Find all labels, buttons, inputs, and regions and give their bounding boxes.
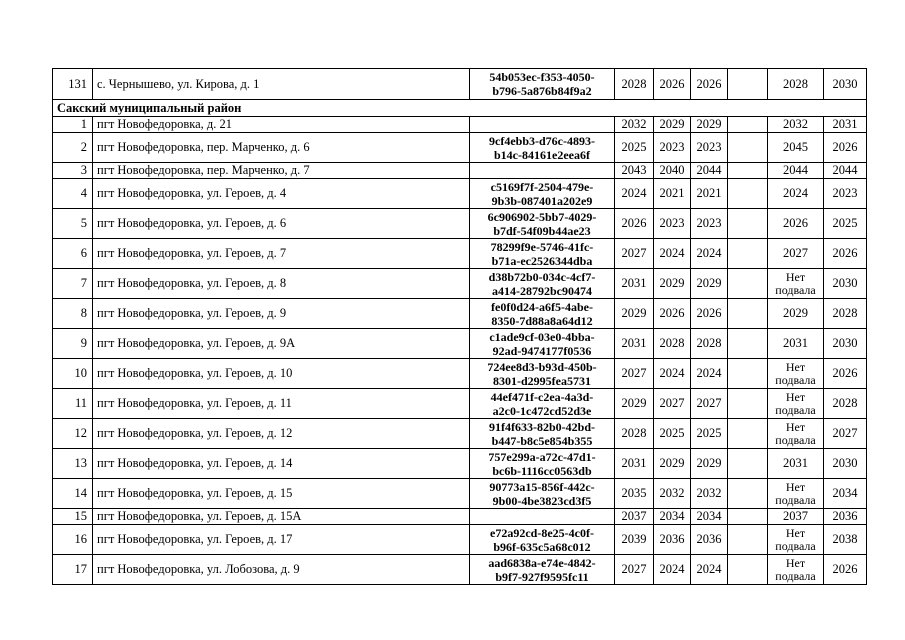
row-number: 2 bbox=[53, 133, 93, 163]
guid-line: 6c906902-5bb7-4029- bbox=[487, 209, 597, 224]
guid-cell bbox=[470, 555, 615, 585]
guid-cell bbox=[470, 179, 615, 209]
year-cell: 2027 bbox=[654, 389, 691, 419]
row-number: 5 bbox=[53, 209, 93, 239]
guid-line: 8301-d2995fea5731 bbox=[493, 373, 591, 388]
guid-cell bbox=[470, 239, 615, 269]
year-cell: 2029 bbox=[615, 299, 654, 329]
guid-cell bbox=[470, 269, 615, 299]
year-cell bbox=[768, 419, 824, 449]
year-cell: 2037 bbox=[615, 509, 654, 525]
address-cell: пгт Новофедоровка, ул. Героев, д. 15А bbox=[93, 509, 470, 525]
year-cell: 2024 bbox=[691, 239, 728, 269]
table-row bbox=[53, 69, 867, 100]
year-cell: 2044 bbox=[824, 163, 867, 179]
address-cell: пгт Новофедоровка, ул. Героев, д. 17 bbox=[93, 525, 470, 555]
year-cell: 2029 bbox=[615, 389, 654, 419]
year-cell: 2026 bbox=[691, 299, 728, 329]
year-cell bbox=[768, 299, 824, 329]
year-cell: 2028 bbox=[615, 419, 654, 449]
row-number: 17 bbox=[53, 555, 93, 585]
year-cell bbox=[728, 69, 768, 100]
guid-cell bbox=[470, 117, 615, 133]
year-cell bbox=[728, 133, 768, 163]
year-cell bbox=[728, 163, 768, 179]
address-cell: пгт Новофедоровка, ул. Героев, д. 7 bbox=[93, 239, 470, 269]
guid-cell bbox=[470, 299, 615, 329]
table-row bbox=[53, 329, 867, 359]
table-row bbox=[53, 133, 867, 163]
year-cell: 2026 bbox=[691, 69, 728, 100]
address-cell: пгт Новофедоровка, пер. Марченко, д. 6 bbox=[93, 133, 470, 163]
year-cell bbox=[728, 179, 768, 209]
row-number: 16 bbox=[53, 525, 93, 555]
year-cell: 2026 bbox=[824, 555, 867, 585]
year-cell bbox=[728, 329, 768, 359]
section-row bbox=[53, 100, 867, 117]
guid-cell bbox=[470, 389, 615, 419]
table-row bbox=[53, 419, 867, 449]
year-cell bbox=[768, 163, 824, 179]
section-title: Сакский муниципальный район bbox=[53, 100, 867, 117]
year-cell bbox=[768, 209, 824, 239]
table-row bbox=[53, 359, 867, 389]
guid-line: fe0f0d24-a6f5-4abe- bbox=[491, 299, 593, 314]
guid-line: 9b00-4be3823cd3f5 bbox=[492, 493, 592, 508]
row-number: 3 bbox=[53, 163, 93, 179]
year-cell bbox=[768, 509, 824, 525]
year-cell: 2030 bbox=[824, 269, 867, 299]
year-cell: 2027 bbox=[615, 359, 654, 389]
year-cell: 2026 bbox=[654, 69, 691, 100]
year-cell: 2032 bbox=[654, 479, 691, 509]
guid-cell bbox=[470, 419, 615, 449]
year-cell bbox=[728, 509, 768, 525]
year-cell bbox=[768, 479, 824, 509]
row-number: 9 bbox=[53, 329, 93, 359]
guid-line: c5169f7f-2504-479e- bbox=[490, 179, 594, 194]
year-cell: 2040 bbox=[654, 163, 691, 179]
row-number: 8 bbox=[53, 299, 93, 329]
year-cell: 2023 bbox=[691, 133, 728, 163]
guid-line: c1ade9cf-03e0-4bba- bbox=[489, 329, 595, 344]
year-cell: 2028 bbox=[691, 329, 728, 359]
year-cell: 2034 bbox=[691, 509, 728, 525]
year-cell: 2043 bbox=[615, 163, 654, 179]
year-cell bbox=[728, 239, 768, 269]
year-cell: 2044 bbox=[691, 163, 728, 179]
year-cell: 2030 bbox=[824, 69, 867, 100]
year-cell: 2024 bbox=[691, 555, 728, 585]
table-row bbox=[53, 509, 867, 525]
housing-repair-schedule-table bbox=[52, 68, 867, 585]
address-cell: пгт Новофедоровка, ул. Лобозова, д. 9 bbox=[93, 555, 470, 585]
year-cell-line: 2044 bbox=[783, 163, 808, 177]
guid-line: 757e299a-a72c-47d1- bbox=[488, 449, 596, 464]
year-cell bbox=[728, 525, 768, 555]
row-number: 11 bbox=[53, 389, 93, 419]
year-cell: 2028 bbox=[654, 329, 691, 359]
year-cell bbox=[728, 359, 768, 389]
guid-cell bbox=[470, 163, 615, 179]
row-number: 10 bbox=[53, 359, 93, 389]
year-cell: 2026 bbox=[615, 209, 654, 239]
year-cell bbox=[768, 269, 824, 299]
guid-line: b796-5a876b84f9a2 bbox=[492, 84, 592, 98]
guid-line: 44ef471f-c2ea-4a3d- bbox=[490, 389, 594, 404]
address-cell: пгт Новофедоровка, пер. Марченко, д. 7 bbox=[93, 163, 470, 179]
year-cell: 2031 bbox=[615, 449, 654, 479]
year-cell-line: 2029 bbox=[783, 306, 808, 320]
year-cell: 2023 bbox=[691, 209, 728, 239]
address-cell: пгт Новофедоровка, ул. Героев, д. 15 bbox=[93, 479, 470, 509]
year-cell bbox=[768, 555, 824, 585]
table-row bbox=[53, 209, 867, 239]
year-cell: 2025 bbox=[824, 209, 867, 239]
guid-cell bbox=[470, 69, 615, 100]
table-row bbox=[53, 479, 867, 509]
row-number: 12 bbox=[53, 419, 93, 449]
year-cell: 2038 bbox=[824, 525, 867, 555]
year-cell: 2025 bbox=[654, 419, 691, 449]
year-cell: 2029 bbox=[654, 117, 691, 133]
year-cell: 2028 bbox=[824, 299, 867, 329]
year-cell bbox=[728, 555, 768, 585]
guid-cell bbox=[470, 329, 615, 359]
address-cell: пгт Новофедоровка, ул. Героев, д. 8 bbox=[93, 269, 470, 299]
guid-cell bbox=[470, 509, 615, 525]
year-cell: 2025 bbox=[691, 419, 728, 449]
guid-line: b71a-ec2526344dba bbox=[491, 253, 593, 268]
year-cell: 2027 bbox=[615, 555, 654, 585]
row-number: 6 bbox=[53, 239, 93, 269]
year-cell: 2025 bbox=[615, 133, 654, 163]
year-cell-line: Нет bbox=[785, 419, 806, 434]
year-cell bbox=[768, 389, 824, 419]
year-cell-line: Нет bbox=[785, 525, 806, 540]
guid-cell bbox=[470, 133, 615, 163]
table-row bbox=[53, 389, 867, 419]
year-cell bbox=[768, 179, 824, 209]
table-row bbox=[53, 239, 867, 269]
year-cell bbox=[728, 419, 768, 449]
address-cell: пгт Новофедоровка, ул. Героев, д. 6 bbox=[93, 209, 470, 239]
address-cell: пгт Новофедоровка, ул. Героев, д. 9 bbox=[93, 299, 470, 329]
year-cell: 2034 bbox=[654, 509, 691, 525]
guid-line: 9b3b-087401a202e9 bbox=[491, 193, 593, 208]
year-cell: 2023 bbox=[654, 133, 691, 163]
year-cell-line: подвала bbox=[775, 538, 816, 553]
table-row bbox=[53, 299, 867, 329]
year-cell bbox=[728, 479, 768, 509]
address-cell: пгт Новофедоровка, ул. Героев, д. 9А bbox=[93, 329, 470, 359]
guid-line: b96f-635c5a68c012 bbox=[493, 539, 591, 554]
year-cell bbox=[768, 329, 824, 359]
year-cell: 2027 bbox=[824, 419, 867, 449]
guid-cell bbox=[470, 479, 615, 509]
year-cell bbox=[728, 449, 768, 479]
year-cell: 2036 bbox=[824, 509, 867, 525]
table-row bbox=[53, 269, 867, 299]
year-cell: 2035 bbox=[615, 479, 654, 509]
year-cell bbox=[768, 117, 824, 133]
guid-line: b7df-54f09b44ae23 bbox=[493, 223, 591, 238]
guid-line: aad6838a-e74e-4842- bbox=[488, 555, 596, 570]
year-cell-line: подвала bbox=[775, 402, 816, 417]
year-cell: 2032 bbox=[615, 117, 654, 133]
guid-cell bbox=[470, 525, 615, 555]
guid-line: a414-28792bc90474 bbox=[492, 283, 592, 298]
year-cell: 2029 bbox=[691, 449, 728, 479]
row-number: 13 bbox=[53, 449, 93, 479]
year-cell bbox=[728, 117, 768, 133]
address-cell: с. Чернышево, ул. Кирова, д. 1 bbox=[93, 69, 470, 100]
year-cell-line: подвала bbox=[775, 492, 816, 507]
year-cell: 2024 bbox=[654, 359, 691, 389]
year-cell: 2026 bbox=[824, 359, 867, 389]
year-cell-line: Нет bbox=[785, 359, 806, 374]
year-cell bbox=[768, 239, 824, 269]
year-cell-line: подвала bbox=[775, 282, 816, 297]
year-cell: 2030 bbox=[824, 449, 867, 479]
year-cell: 2032 bbox=[691, 479, 728, 509]
year-cell bbox=[728, 389, 768, 419]
year-cell: 2031 bbox=[615, 269, 654, 299]
year-cell: 2021 bbox=[654, 179, 691, 209]
year-cell bbox=[728, 299, 768, 329]
year-cell-line: 2027 bbox=[783, 246, 808, 260]
year-cell: 2028 bbox=[615, 69, 654, 100]
guid-line: 90773a15-856f-442c- bbox=[489, 479, 595, 494]
year-cell: 2036 bbox=[691, 525, 728, 555]
year-cell-line: подвала bbox=[775, 432, 816, 447]
year-cell-line: 2037 bbox=[783, 509, 808, 523]
year-cell-line: 2031 bbox=[783, 336, 808, 350]
year-cell: 2023 bbox=[654, 209, 691, 239]
table-row bbox=[53, 179, 867, 209]
guid-line: 92ad-9474177f0536 bbox=[492, 343, 592, 358]
year-cell: 2031 bbox=[615, 329, 654, 359]
year-cell bbox=[768, 449, 824, 479]
guid-cell bbox=[470, 449, 615, 479]
address-cell: пгт Новофедоровка, ул. Героев, д. 14 bbox=[93, 449, 470, 479]
year-cell-line: Нет bbox=[785, 479, 806, 494]
guid-line: b447-b8c5e854b355 bbox=[491, 433, 593, 448]
year-cell: 2026 bbox=[824, 239, 867, 269]
table-row bbox=[53, 449, 867, 479]
guid-cell bbox=[470, 209, 615, 239]
year-cell-line: 2045 bbox=[783, 140, 808, 154]
guid-cell bbox=[470, 359, 615, 389]
year-cell: 2031 bbox=[824, 117, 867, 133]
year-cell: 2039 bbox=[615, 525, 654, 555]
year-cell-line: подвала bbox=[775, 568, 816, 583]
year-cell bbox=[728, 269, 768, 299]
year-cell bbox=[768, 359, 824, 389]
row-number: 131 bbox=[53, 69, 93, 100]
guid-line: bc6b-1116cc0563db bbox=[492, 463, 592, 478]
year-cell-line: 2031 bbox=[783, 456, 808, 470]
year-cell-line: Нет bbox=[785, 269, 806, 284]
row-number: 7 bbox=[53, 269, 93, 299]
year-cell: 2023 bbox=[824, 179, 867, 209]
table-row bbox=[53, 163, 867, 179]
year-cell bbox=[768, 133, 824, 163]
guid-line: e72a92cd-8e25-4c0f- bbox=[490, 525, 594, 540]
year-cell: 2028 bbox=[768, 69, 824, 100]
year-cell: 2026 bbox=[824, 133, 867, 163]
year-cell-line: Нет bbox=[785, 555, 806, 570]
year-cell: 2029 bbox=[691, 269, 728, 299]
table-row bbox=[53, 555, 867, 585]
year-cell bbox=[768, 525, 824, 555]
year-cell: 2030 bbox=[824, 329, 867, 359]
row-number: 4 bbox=[53, 179, 93, 209]
year-cell: 2027 bbox=[691, 389, 728, 419]
address-cell: пгт Новофедоровка, ул. Героев, д. 12 bbox=[93, 419, 470, 449]
guid-line: d38b72b0-034c-4cf7- bbox=[488, 269, 596, 284]
year-cell: 2021 bbox=[691, 179, 728, 209]
year-cell: 2028 bbox=[824, 389, 867, 419]
year-cell-line: 2024 bbox=[783, 186, 808, 200]
guid-line: 724ee8d3-b93d-450b- bbox=[487, 359, 597, 374]
year-cell-line: Нет bbox=[785, 389, 806, 404]
row-number: 15 bbox=[53, 509, 93, 525]
row-number: 14 bbox=[53, 479, 93, 509]
guid-line: a2c0-1c472cd52d3e bbox=[492, 403, 592, 418]
table-row bbox=[53, 525, 867, 555]
year-cell: 2027 bbox=[615, 239, 654, 269]
year-cell: 2024 bbox=[654, 555, 691, 585]
year-cell: 2029 bbox=[654, 269, 691, 299]
guid-line: 8350-7d88a8a64d12 bbox=[491, 313, 593, 328]
row-number: 1 bbox=[53, 117, 93, 133]
year-cell-line: 2032 bbox=[783, 117, 808, 131]
guid-line: 9cf4ebb3-d76c-4893- bbox=[489, 133, 595, 148]
year-cell bbox=[728, 209, 768, 239]
year-cell-line: 2026 bbox=[783, 216, 808, 230]
address-cell: пгт Новофедоровка, ул. Героев, д. 4 bbox=[93, 179, 470, 209]
guid-line: b9f7-927f9595fc11 bbox=[495, 569, 589, 584]
year-cell-line: подвала bbox=[775, 372, 816, 387]
year-cell: 2036 bbox=[654, 525, 691, 555]
address-cell: пгт Новофедоровка, ул. Героев, д. 11 bbox=[93, 389, 470, 419]
year-cell: 2024 bbox=[654, 239, 691, 269]
address-cell: пгт Новофедоровка, ул. Героев, д. 10 bbox=[93, 359, 470, 389]
year-cell: 2026 bbox=[654, 299, 691, 329]
year-cell: 2029 bbox=[691, 117, 728, 133]
guid-line: 78299f9e-5746-41fc- bbox=[490, 239, 594, 254]
table-row bbox=[53, 117, 867, 133]
guid-line: 91f4f633-82b0-42bd- bbox=[488, 419, 595, 434]
year-cell: 2034 bbox=[824, 479, 867, 509]
guid-line: b14c-84161e2eea6f bbox=[494, 147, 590, 162]
address-cell: пгт Новофедоровка, д. 21 bbox=[93, 117, 470, 133]
guid-line: 54b053ec-f353-4050- bbox=[489, 70, 595, 84]
year-cell: 2029 bbox=[654, 449, 691, 479]
year-cell: 2024 bbox=[615, 179, 654, 209]
year-cell: 2024 bbox=[691, 359, 728, 389]
